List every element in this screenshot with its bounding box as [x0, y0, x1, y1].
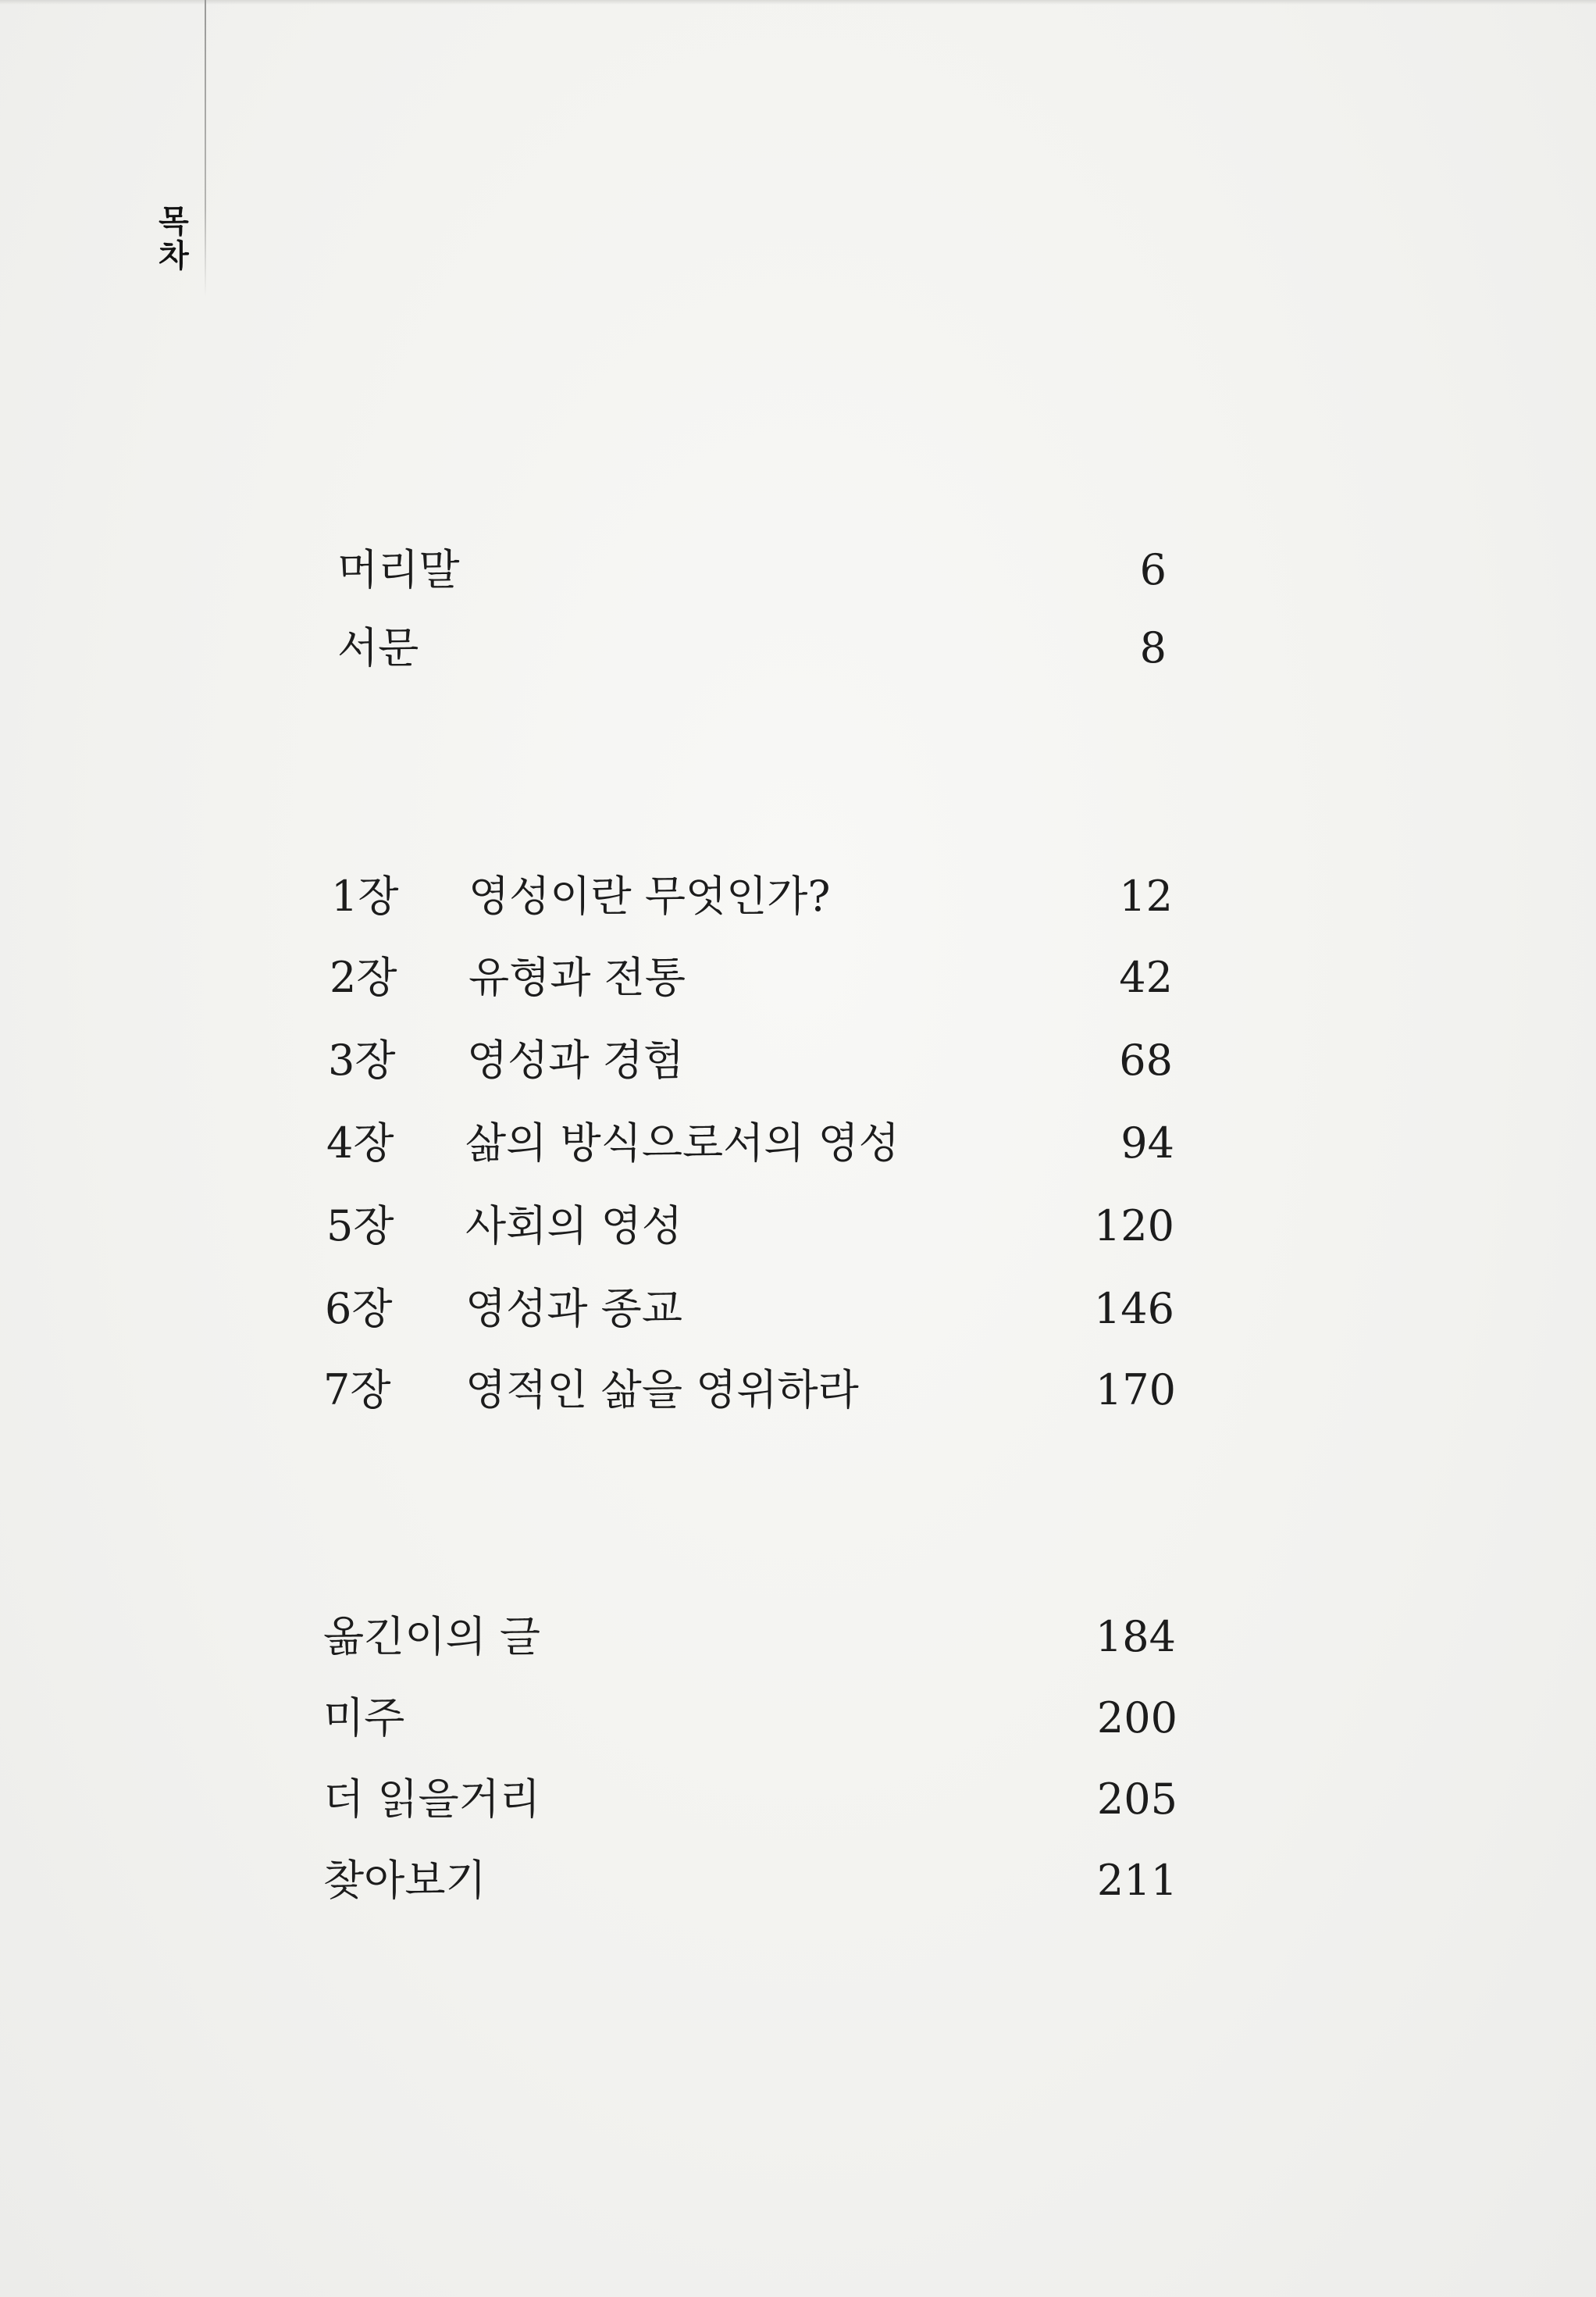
- toc-entry-page: 200: [1096, 1693, 1177, 1742]
- toc-entry-preface[interactable]: [0, 539, 1596, 601]
- toc-chapter-number: 1장: [331, 872, 399, 921]
- toc-entry-page: 94: [1120, 1118, 1174, 1168]
- toc-entry-page: 68: [1119, 1036, 1173, 1085]
- toc-entry-page: 12: [1119, 872, 1173, 921]
- toc-entry-title: 영성이란 무엇인가?: [468, 872, 831, 921]
- toc-chapter-number: 6장: [325, 1284, 393, 1333]
- toc-entry-introduction[interactable]: [0, 617, 1596, 679]
- toc-entry-title: 영성과 경험: [467, 1036, 684, 1085]
- toc-chapter-number: 3장: [328, 1036, 396, 1085]
- toc-entry-page: 184: [1095, 1612, 1176, 1661]
- toc-entry-further-reading[interactable]: [0, 1768, 1596, 1831]
- toc-entry-title: 영성과 종교: [465, 1284, 682, 1333]
- toc-entry-title: 서문: [337, 623, 419, 672]
- toc-entry-title: 삶의 방식으로서의 영성: [465, 1118, 900, 1168]
- toc-entry-chapter-7[interactable]: [0, 1359, 1596, 1421]
- toc-entry-title: 옮긴이의 글: [323, 1612, 540, 1661]
- toc-entry-chapter-2[interactable]: [0, 947, 1596, 1009]
- toc-entry-chapter-5[interactable]: [0, 1195, 1596, 1257]
- toc-entry-chapter-3[interactable]: [0, 1029, 1596, 1092]
- toc-entry-page: 42: [1119, 953, 1173, 1002]
- toc-chapter-number: 4장: [326, 1118, 394, 1168]
- toc-chapter-number: 2장: [330, 953, 397, 1002]
- toc-entry-title: 사회의 영성: [465, 1201, 682, 1250]
- toc-entry-page: 8: [1139, 623, 1167, 672]
- toc-entry-title: 유형과 전통: [468, 953, 686, 1002]
- toc-entry-translator-note[interactable]: [0, 1606, 1596, 1668]
- toc-chapter-number: 5장: [326, 1201, 394, 1250]
- toc-entry-index[interactable]: [0, 1849, 1596, 1912]
- toc-entry-page: 6: [1139, 545, 1167, 594]
- toc-entry-title: 영적인 삶을 영위하라: [465, 1365, 859, 1414]
- toc-entry-chapter-4[interactable]: [0, 1112, 1596, 1175]
- toc-chapter-number: 7장: [323, 1365, 391, 1414]
- toc-entry-page: 170: [1095, 1365, 1176, 1414]
- toc-entry-page: 205: [1096, 1774, 1177, 1824]
- toc-entry-page: 120: [1093, 1201, 1174, 1250]
- toc-entry-title: 더 읽을거리: [323, 1774, 540, 1824]
- toc-entry-title: 미주: [323, 1693, 405, 1742]
- toc-entry-endnotes[interactable]: [0, 1687, 1596, 1750]
- toc-entry-page: 211: [1096, 1856, 1177, 1905]
- toc-entry-chapter-1[interactable]: [0, 865, 1596, 928]
- running-head: 목차: [153, 205, 189, 273]
- toc-entry-title: 머리말: [337, 545, 460, 594]
- toc-entry-chapter-6[interactable]: [0, 1278, 1596, 1340]
- toc-entry-page: 146: [1093, 1284, 1174, 1333]
- toc-entry-title: 찾아보기: [323, 1856, 486, 1905]
